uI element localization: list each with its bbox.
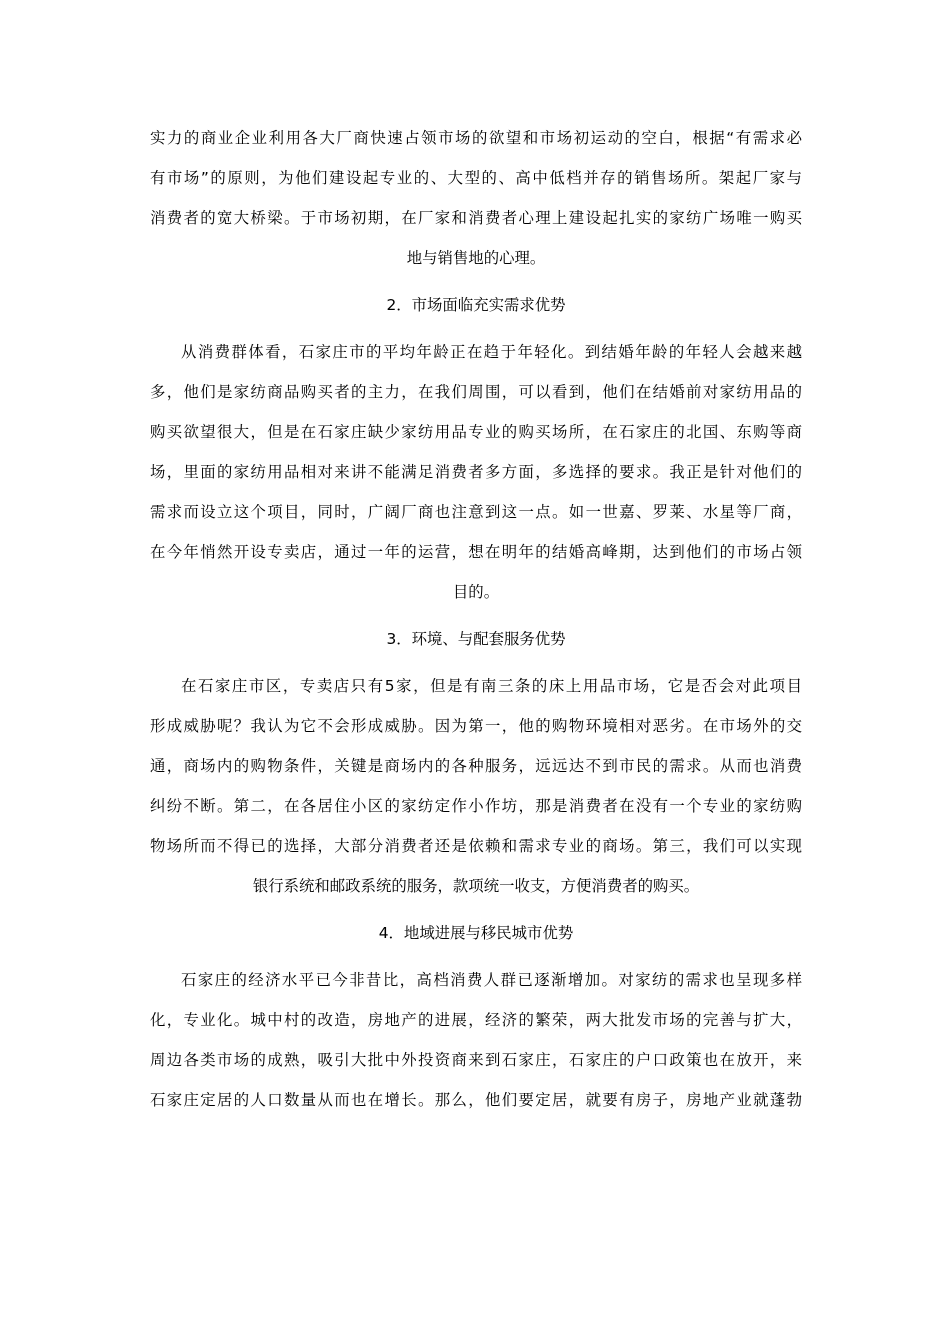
text-line: 地与销售地的心理。 (406, 249, 546, 267)
text-line: 场，里面的家纺用品相对来讲不能满足消费者多方面，多选择的要求。我正是针对他们的 (150, 463, 802, 481)
text-line: 目的。 (452, 583, 500, 601)
text-line: 购买欲望很大，但是在石家庄缺少家纺用品专业的购买场所，在石家庄的北国、东购等商 (150, 423, 802, 441)
paragraph-demand (150, 332, 802, 612)
paragraph-environment (150, 666, 802, 906)
text-line: 石家庄的经济水平已今非昔比，高档消费人群已逐渐增加。对家纺的需求也呈现多样 (181, 971, 802, 989)
text-line: 有市场”的原则，为他们建设起专业的、大型的、高中低档并存的销售场所。架起厂家与 (150, 169, 802, 187)
text-line: 周边各类市场的成熟，吸引大批中外投资商来到石家庄，石家庄的户口政策也在放开，来 (150, 1051, 802, 1069)
text-line: 化，专业化。城中村的改造，房地产的进展，经济的繁荣，两大批发市场的完善与扩大， (150, 1011, 802, 1029)
paragraph-intro (150, 118, 802, 278)
text-line: 多，他们是家纺商品购买者的主力，在我们周围，可以看到，他们在结婚前对家纺用品的 (150, 383, 802, 401)
text-line: 纠纷不断。第二，在各居住小区的家纺定作小作坊，那是消费者在没有一个专业的家纺购 (150, 797, 802, 815)
text-line: 实力的商业企业利用各大厂商快速占领市场的欲望和市场初运动的空白，根据“有需求必 (150, 129, 802, 147)
section-heading: 2．市场面临充实需求优势 (386, 296, 566, 314)
text-line: 通，商场内的购物条件，关键是商场内的各种服务，远远达不到市民的需求。从而也消费 (150, 757, 802, 775)
text-line: 石家庄定居的人口数量从而也在增长。那么，他们要定居，就要有房子，房地产业就蓬勃 (150, 1091, 802, 1109)
text-line: 在石家庄市区，专卖店只有5家，但是有南三条的床上用品市场，它是否会对此项目 (181, 677, 802, 695)
section-heading: 4．地域进展与移民城市优势 (378, 924, 574, 942)
text-line: 从消费群体看，石家庄市的平均年龄正在趋于年轻化。到结婚年龄的年轻人会越来越 (181, 343, 802, 361)
paragraph-regional (150, 960, 802, 1120)
text-line: 银行系统和邮政系统的服务，款项统一收支，方便消费者的购买。 (252, 877, 700, 895)
text-line: 形成威胁呢？我认为它不会形成威胁。因为第一，他的购物环境相对恶劣。在市场外的交 (150, 717, 802, 735)
text-line: 在今年悄然开设专卖店，通过一年的运营，想在明年的结婚高峰期，达到他们的市场占领 (150, 543, 802, 561)
text-line: 物场所而不得已的选择，大部分消费者还是依赖和需求专业的商场。第三，我们可以实现 (150, 837, 802, 855)
text-line: 需求而设立这个项目，同时，广阔厂商也注意到这一点。如一世嘉、罗莱、水星等厂商， (150, 503, 802, 521)
text-line: 消费者的宽大桥梁。于市场初期，在厂家和消费者心理上建设起扎实的家纺广场唯一购买 (150, 209, 802, 227)
document-page (150, 118, 802, 1127)
section-heading: 3．环境、与配套服务优势 (386, 630, 566, 648)
